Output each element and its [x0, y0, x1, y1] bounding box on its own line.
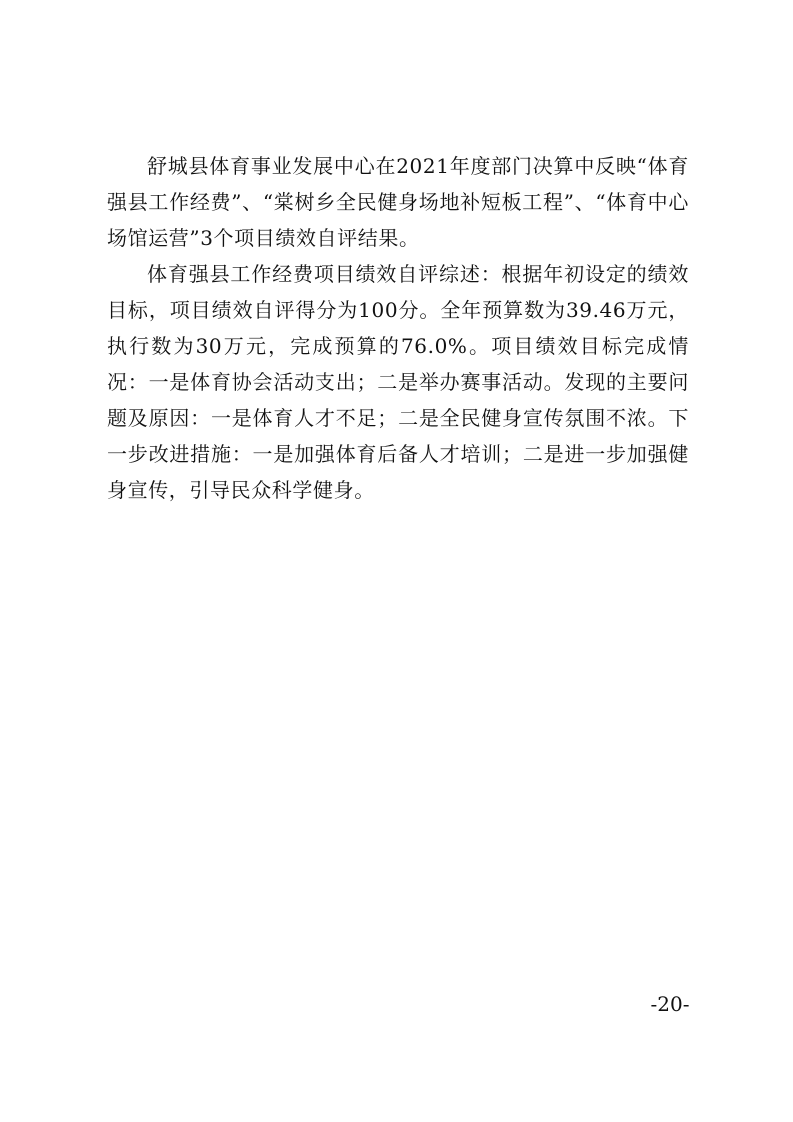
page-number: -20- — [650, 992, 690, 1016]
paragraph-project-summary: 体育强县工作经费项目绩效自评综述：根据年初设定的绩效目标，项目绩效自评得分为100分。全年预算数为39.46万元，执行数为30万元，完成预算的76.0%。项目绩效目标完成情况：一是体育协会活动支出；二是举办赛事活动。发现的主要问题及原因：一是体育人才不足；二是全民健身宣传氛围不浓。下一步改进措施：一是加强体育后备人才培训；二是进一步加强健身宣传，引导民众科学健身。 — [107, 262, 689, 502]
document-body — [107, 148, 689, 508]
paragraph-intro: 舒城县体育事业发展中心在2021年度部门决算中反映“体育强县工作经费”、“棠树乡全民健身场地补短板工程”、“体育中心场馆运营”3个项目绩效自评结果。 — [107, 154, 689, 250]
